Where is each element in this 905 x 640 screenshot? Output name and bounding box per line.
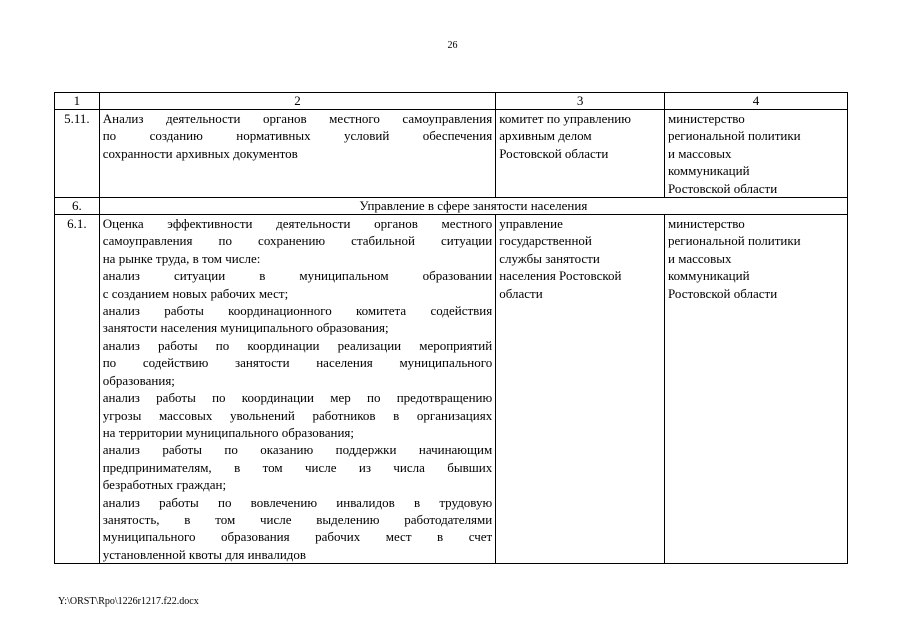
description-line: по содействию занятости населения муниципального — [102, 355, 493, 371]
section-number: 6. — [55, 198, 100, 215]
row-responsible — [496, 110, 665, 198]
table-header-row — [55, 93, 848, 110]
description-line: по созданию нормативных условий обеспечения — [102, 128, 493, 144]
description-line: самоуправления по сохранению стабильной ситуации — [102, 233, 493, 249]
row-number: 6.1. — [55, 215, 100, 564]
document-table — [54, 92, 848, 564]
organization-line: Ростовской области — [667, 285, 778, 301]
description-line: на территории муниципального образования; — [102, 424, 354, 440]
responsible-line: Ростовской области — [499, 145, 609, 161]
row-responsible — [496, 215, 665, 564]
table-row-6-1 — [55, 215, 848, 564]
organization-line: региональной политики — [667, 128, 801, 144]
organization-line: коммуникаций — [667, 268, 750, 284]
row-organization — [664, 215, 847, 564]
description-line: анализ работы по координации реализации мероприятий — [102, 337, 493, 353]
file-path-footer: Y:\ORST\Rpo\1226r1217.f22.docx — [58, 596, 199, 607]
description-line: сохранности архивных документов — [102, 145, 298, 161]
row-description — [99, 215, 496, 564]
description-line: на рынке труда, в том числе: — [102, 250, 261, 266]
description-line: предпринимателям, в том числе из числа бывших — [102, 459, 493, 475]
organization-line: и массовых — [667, 250, 732, 266]
description-line: анализ работы по координации мер по предотвращению — [102, 390, 493, 406]
description-line: занятость, в том числе выделению работодателями — [102, 511, 493, 527]
description-line: анализ работы по оказанию поддержки начинающим — [102, 442, 493, 458]
organization-line: региональной политики — [667, 233, 801, 249]
responsible-line: государственной — [499, 233, 592, 249]
table-row-5-11 — [55, 110, 848, 198]
organization-line: министерство — [667, 216, 745, 232]
responsible-line: службы занятости — [499, 250, 600, 266]
description-line: с созданием новых рабочих мест; — [102, 285, 289, 301]
row-number: 5.11. — [55, 110, 100, 198]
section-title: Управление в сфере занятости населения — [99, 198, 847, 215]
responsible-line: управление — [499, 216, 563, 232]
description-line: Оценка эффективности деятельности органов местного — [102, 216, 493, 232]
description-line: установленной квоты для инвалидов — [102, 546, 307, 562]
header-col-1: 1 — [55, 93, 100, 110]
page-number: 26 — [447, 40, 458, 51]
responsible-line: области — [499, 285, 543, 301]
header-col-3: 3 — [496, 93, 665, 110]
table-section-row-6 — [55, 198, 848, 215]
header-col-4: 4 — [664, 93, 847, 110]
description-line: анализ ситуации в муниципальном образовании — [102, 268, 493, 284]
description-line: безработных граждан; — [102, 477, 227, 493]
responsible-line: населения Ростовской — [499, 268, 622, 284]
row-description — [99, 110, 496, 198]
description-line: муниципального образования рабочих мест в счет — [102, 529, 493, 545]
organization-line: Ростовской области — [667, 180, 778, 196]
organization-line: и массовых — [667, 145, 732, 161]
row-organization — [664, 110, 847, 198]
description-line: анализ работы по вовлечению инвалидов в трудовую — [102, 494, 493, 510]
responsible-line: комитет по управлению — [499, 111, 631, 126]
responsible-line: архивным делом — [499, 128, 592, 144]
description-line: Анализ деятельности органов местного самоуправления — [102, 111, 493, 126]
description-line: образования; — [102, 372, 175, 388]
description-line: угрозы массовых увольнений работников в организациях — [102, 407, 493, 423]
description-line: занятости населения муниципального образования; — [102, 320, 389, 336]
description-line: анализ работы координационного комитета содействия — [102, 303, 493, 319]
header-col-2: 2 — [99, 93, 496, 110]
organization-line: коммуникаций — [667, 163, 750, 179]
organization-line: министерство — [667, 111, 745, 126]
